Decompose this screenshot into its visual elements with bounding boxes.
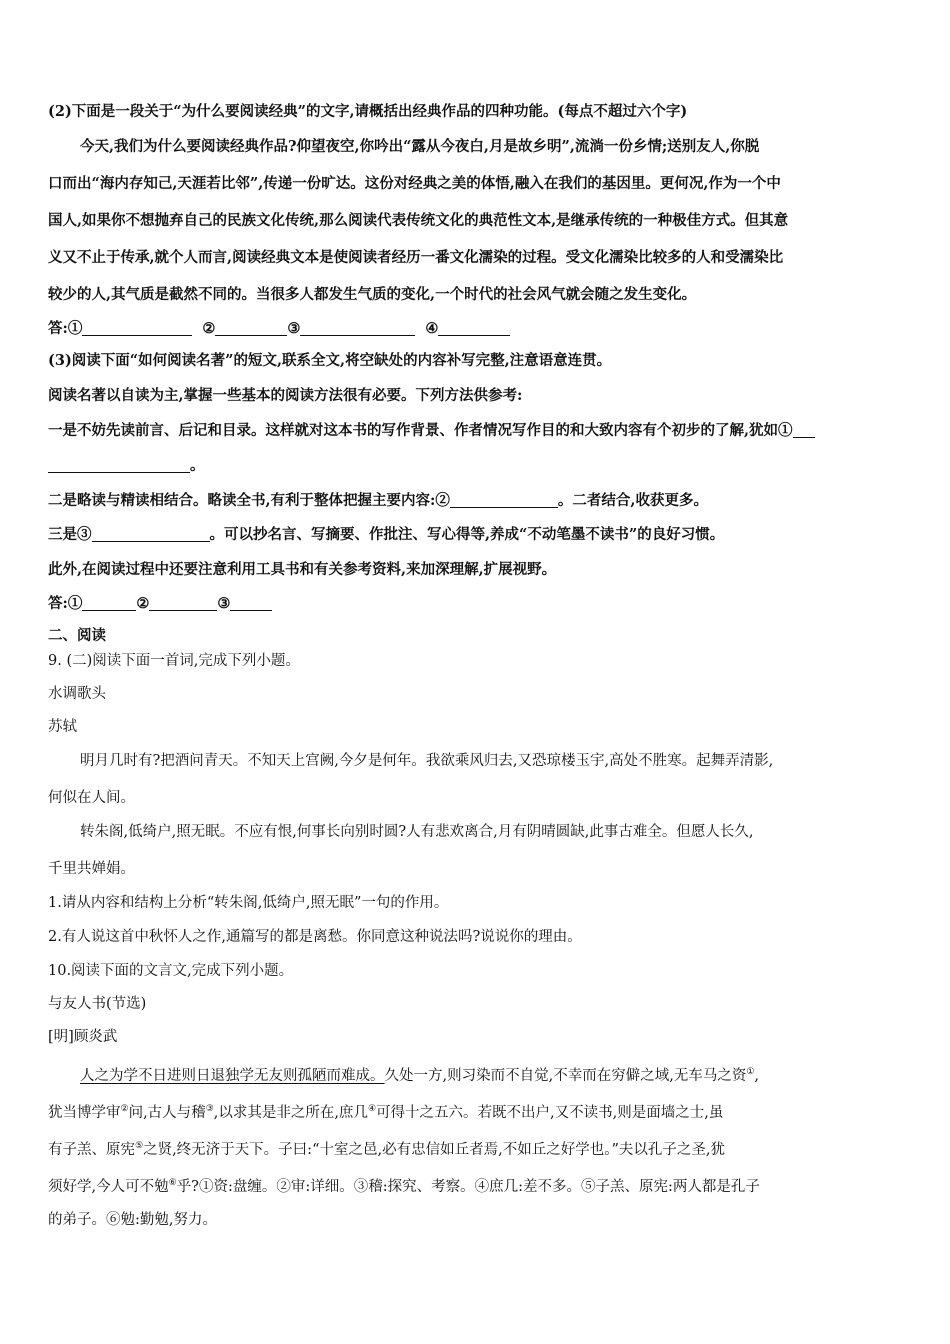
essay-author: [明]顾炎武	[48, 1029, 118, 1045]
footnote-marker: ②	[120, 1104, 129, 1114]
section-heading: 二、阅读	[48, 627, 106, 644]
poem-stanza-line: 千里共婵娟。	[48, 861, 135, 877]
essay-text: 久处一方,则习染而不自觉,不幸而在穷僻之域,无车马之资	[384, 1068, 747, 1084]
q8-3-point-1-end: 。	[190, 457, 205, 474]
q9-subquestion-1: 1.请从内容和结构上分析“转朱阁,低绮户,照无眠”一句的作用。	[48, 895, 449, 911]
q8-3-point-4: 此外,在阅读过程中还要注意利用工具书和有关参考资料,来加深理解,扩展视野。	[48, 561, 557, 578]
q8-2-prompt: (2)下面是一段关于“为什么要阅读经典”的文字,请概括出经典作品的四种功能。(每点不超过六个字)	[48, 103, 688, 120]
answer-marker: ②	[136, 595, 150, 612]
footnote-marker: ③	[205, 1104, 214, 1114]
q8-2-answer-line	[48, 319, 510, 339]
answer-marker: ②	[202, 320, 216, 337]
footnote-marker: ④	[367, 1104, 377, 1114]
q8-3-point-2	[48, 491, 708, 511]
answer-blank[interactable]	[48, 458, 190, 473]
essay-text: 问,古人与稽	[128, 1105, 206, 1121]
q8-3-point-2-text: 二是略读与精读相结合。略读全书,有利于整体把握主要内容:②	[48, 492, 450, 509]
poem-stanza-line: 何似在人间。	[48, 790, 135, 806]
q9-subquestion-2: 2.有人说这首中秋怀人之作,通篇写的都是离愁。你同意这种说法吗?说说你的理由。	[48, 929, 582, 945]
q8-3-point-1-text: 一是不妨先读前言、后记和目录。这样就对这本书的写作背景、作者情况写作目的和大致内容有个初步的了解,犹如①	[48, 422, 793, 439]
q8-3-point-1	[48, 421, 815, 441]
poem-author: 苏轼	[48, 719, 77, 735]
answer-blank[interactable]	[82, 321, 192, 336]
q8-3-answer-line	[48, 594, 272, 614]
answer-blank[interactable]	[149, 596, 217, 611]
answer-marker: ③	[217, 595, 231, 612]
q8-3-intro: 阅读名著以自读为主,掌握一些基本的阅读方法很有必要。下列方法供参考:	[48, 387, 523, 404]
answer-blank[interactable]	[215, 321, 287, 336]
answer-blank[interactable]	[450, 493, 558, 508]
answer-label: 答:	[48, 595, 68, 612]
footnote-marker: ⑥	[168, 1178, 177, 1188]
essay-text: 有子羔、原宪	[48, 1142, 135, 1158]
q8-2-para-line: 义又不止于传承,就个人而言,阅读经典文本是使阅读者经历一番文化濡染的过程。受文化濡染比较多的人和受濡染比	[48, 249, 784, 266]
essay-line: 人之为学不日进则日退独学无友则孤陋而难成。久处一方,则习染而不自觉,不幸而在穷僻之域,无车马之资①,	[80, 1067, 760, 1084]
q8-3-point-3-end: 。可以抄名言、写摘要、作批注、写心得等,养成“不动笔墨不读书”的良好习惯。	[209, 526, 725, 543]
q8-2-para-line: 较少的人,其气质是截然不同的。当很多人都发生气质的变化,一个时代的社会风气就会随之发生变化。	[48, 286, 697, 303]
essay-text: 之贤,终无济于天下。子曰:“十室之邑,必有忠信如丘者焉,不如丘之好学也。”夫以孔子之圣,犹	[143, 1142, 725, 1158]
essay-line	[48, 1173, 760, 1197]
essay-title: 与友人书(节选)	[48, 996, 147, 1012]
answer-blank[interactable]	[300, 321, 415, 336]
answer-marker: ③	[287, 320, 301, 337]
answer-blank[interactable]	[438, 321, 510, 336]
q10-heading: 10.阅读下面的文言文,完成下列小题。	[48, 963, 294, 979]
answer-blank[interactable]	[230, 596, 272, 611]
answer-blank[interactable]	[82, 596, 136, 611]
answer-marker: ①	[67, 320, 83, 337]
footnote-marker: ⑤	[135, 1141, 144, 1151]
essay-text: 可得十之五六。若既不出户,又不读书,则是面墙之士,虽	[376, 1105, 724, 1121]
q8-3-point-2-end: 。二者结合,收获更多。	[557, 492, 708, 509]
answer-blank[interactable]	[92, 527, 210, 542]
q8-2-para-line: 今天,我们为什么要阅读经典作品?仰望夜空,你吟出“露从今夜白,月是故乡明”,流淌一份乡情;送别友人,你脱	[80, 138, 760, 155]
q9-heading: 9. (二)阅读下面一首词,完成下列小题。	[48, 653, 300, 669]
essay-text: ,以求其是非之所在,庶几	[213, 1105, 368, 1121]
q8-2-para-line: 国人,如果你不想抛弃自己的民族文化传统,那么阅读代表传统文化的典范性文本,是继承传统的一种极佳方式。但其意	[48, 212, 789, 229]
poem-stanza-line: 明月几时有?把酒问青天。不知天上宫阙,今夕是何年。我欲乘风归去,又恐琼楼玉宇,高处不胜寒。起舞弄清影,	[80, 753, 774, 769]
q8-3-point-3-text: 三是③	[48, 526, 92, 543]
underlined-sentence: 人之为学不日进则日退独学无友则孤陋而难成。	[80, 1068, 385, 1084]
footnote-marker: ①	[746, 1067, 755, 1077]
answer-marker: ①	[67, 595, 83, 612]
q8-3-point-3	[48, 525, 724, 545]
essay-line: 的弟子。⑥勉:勤勉,努力。	[48, 1212, 217, 1228]
essay-text: 乎?①资:盘缠。②审:详细。③稽:探究、考察。④庶几:差不多。⑤子羔、原宪:两人都是孔子	[176, 1179, 760, 1195]
answer-marker: ④	[425, 320, 439, 337]
answer-label: 答:	[48, 320, 68, 337]
answer-blank[interactable]	[793, 423, 815, 438]
q8-2-para-line: 口而出“海内存知己,天涯若比邻”,传递一份旷达。这份对经典之美的体悟,融入在我们的基因里。更何况,作为一个中	[48, 175, 781, 192]
poem-stanza-line: 转朱阁,低绮户,照无眠。不应有恨,何事长向别时圆?人有悲欢离合,月有阴晴圆缺,此事古难全。但愿人长久,	[80, 824, 754, 840]
essay-text: 犹当博学审	[48, 1105, 121, 1121]
essay-line	[48, 1099, 723, 1123]
essay-line	[48, 1136, 725, 1160]
essay-text: 须好学,今人可不勉	[48, 1179, 169, 1195]
q8-3-point-1-cont	[48, 456, 205, 476]
q8-3-prompt: (3)阅读下面“如何阅读名著”的短文,联系全文,将空缺处的内容补写完整,注意语意连贯。	[48, 352, 612, 369]
poem-title: 水调歌头	[48, 686, 106, 702]
